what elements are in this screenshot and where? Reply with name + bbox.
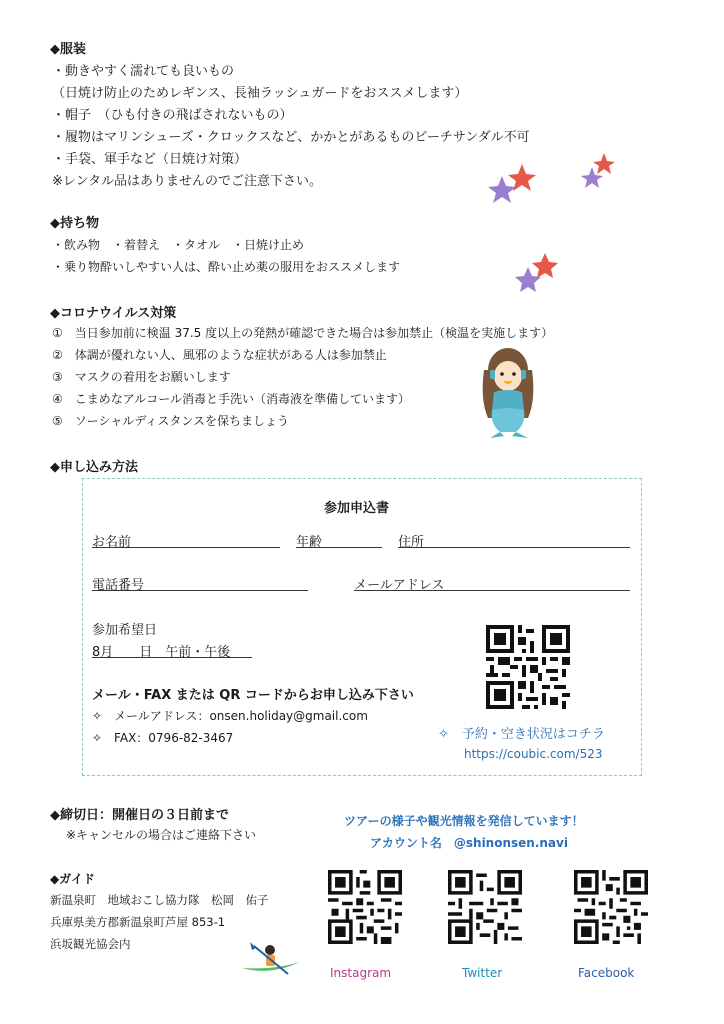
instagram-link[interactable]: Instagram	[330, 966, 392, 980]
covid-item: ② 体調が優れない人、風邪のような症状がある人は参加禁止	[52, 348, 387, 362]
email-label: メールアドレス	[354, 578, 445, 593]
covid-item: ⑤ ソーシャルディスタンスを保ちましょう	[52, 414, 289, 428]
belongings-heading: ◆持ち物	[50, 216, 99, 231]
guide-line: 兵庫県美方郡新温泉町芦屋 853-1	[50, 915, 226, 929]
guide-line: 浜坂観光協会内	[50, 937, 131, 951]
kayak-illustration	[240, 940, 302, 980]
facebook-link[interactable]: Facebook	[578, 966, 635, 980]
form-instruction: メール・FAX または QR コードからお申し込み下さい	[92, 688, 414, 703]
email-contact[interactable]: ✧ メールアドレス：onsen.holiday@gmail.com	[92, 709, 368, 723]
belongings-item: ・乗り物酔いしやすい人は、酔い止め薬の服用をおススメします	[52, 260, 401, 274]
covid-item: ④ こまめなアルコール消毒と手洗い（消毒液を準備しています）	[52, 392, 411, 406]
email-field[interactable]	[354, 590, 630, 591]
address-label: 住所	[398, 535, 425, 550]
guide-line: 新温泉町 地域おこし協力隊 松岡 佑子	[50, 893, 269, 907]
reservation-link[interactable]: ✧ 予約・空き状況はコチラ	[438, 727, 605, 742]
reservation-url[interactable]: https://coubic.com/523	[464, 747, 603, 761]
instagram-qr-code[interactable]	[328, 870, 402, 944]
facebook-qr-code[interactable]	[574, 870, 648, 944]
date-value: 8月 日 午前・午後	[92, 645, 231, 660]
clothing-heading: ◆服装	[50, 42, 86, 57]
deadline-heading: ◆締切日：開催日の３日前まで	[50, 808, 229, 823]
starfish-illustration	[512, 250, 562, 294]
belongings-item: ・飲み物 ・着替え ・タオル ・日焼け止め	[52, 238, 305, 252]
address-field[interactable]	[398, 547, 630, 548]
mermaid-illustration	[470, 340, 546, 440]
deadline-note: ※キャンセルの場合はご連絡下さい	[66, 828, 257, 842]
name-label: お名前	[92, 535, 132, 550]
phone-field[interactable]	[92, 590, 308, 591]
social-account: アカウント名 @shinonsen.navi	[370, 836, 568, 850]
date-label: 参加希望日	[92, 623, 158, 638]
social-headline: ツアーの様子や観光情報を発信しています！	[344, 814, 584, 828]
clothing-item: ※レンタル品はありませんのでご注意下さい。	[52, 174, 323, 189]
application-heading: ◆申し込み方法	[50, 460, 138, 475]
clothing-item: ・手袋、軍手など（日焼け対策）	[52, 152, 248, 167]
age-label: 年齢	[296, 535, 323, 550]
guide-heading: ◆ガイド	[50, 872, 95, 886]
fax-contact: ✧ FAX：0796-82-3467	[92, 731, 234, 745]
clothing-item: ・帽子 （ひも付きの飛ばされないもの）	[52, 108, 293, 123]
form-title: 参加申込書	[324, 501, 390, 516]
name-field[interactable]	[92, 547, 280, 548]
covid-item: ① 当日参加前に検温 37.5 度以上の発熱が確認できた場合は参加禁止（検温を実施します）	[52, 326, 554, 340]
date-field[interactable]	[92, 657, 252, 658]
clothing-item: ・動きやすく濡れても良いもの	[52, 64, 235, 79]
twitter-qr-code[interactable]	[448, 870, 522, 944]
phone-label: 電話番号	[92, 578, 145, 593]
clothing-item: ・履物はマリンシューズ・クロックスなど、かかとがあるものビーチサンダル不可	[52, 130, 530, 145]
reservation-qr-code[interactable]	[486, 625, 570, 709]
covid-heading: ◆コロナウイルス対策	[50, 306, 177, 321]
age-field[interactable]	[296, 547, 382, 548]
clothing-item: （日焼け防止のためレギンス、長袖ラッシュガードをおススメします）	[52, 86, 468, 101]
twitter-link[interactable]: Twitter	[462, 966, 503, 980]
covid-item: ③ マスクの着用をお願いします	[52, 370, 231, 384]
starfish-illustration	[484, 150, 620, 208]
